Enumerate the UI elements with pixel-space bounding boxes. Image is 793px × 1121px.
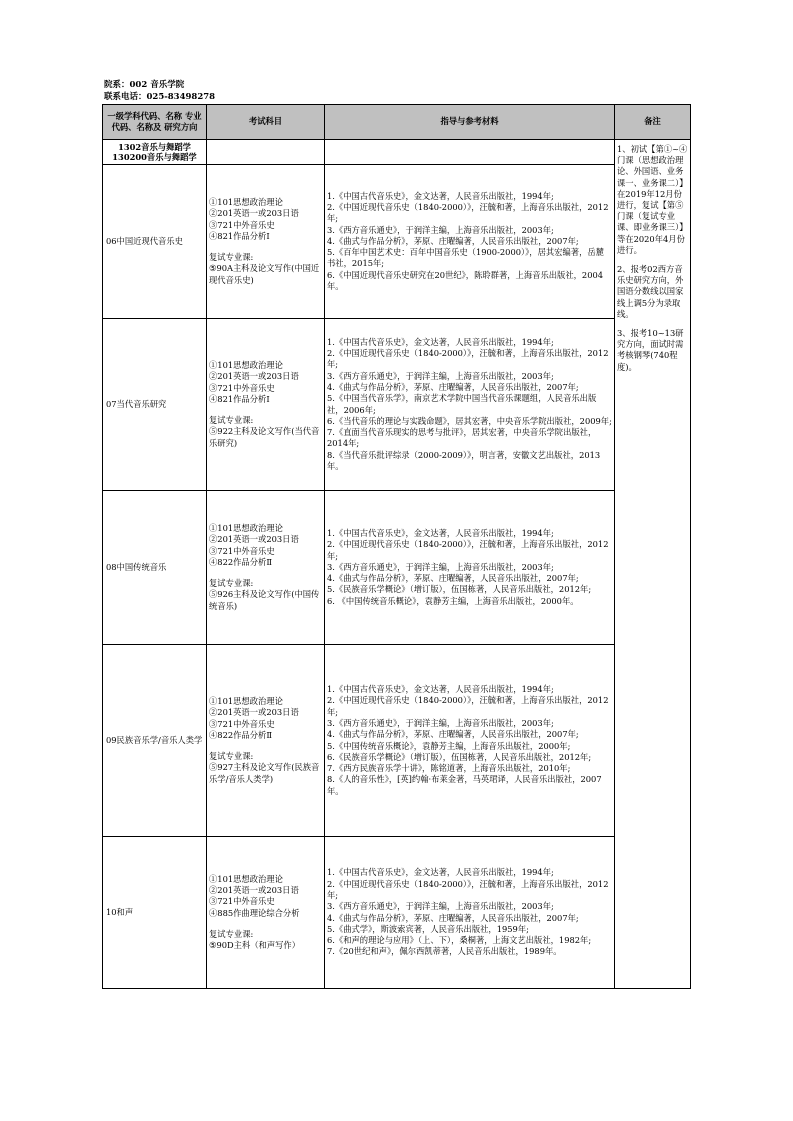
exam-subject: ①101思想政治理论 — [209, 359, 283, 370]
exam-subject: ④822作品分析Ⅱ — [209, 729, 272, 740]
major-row — [103, 140, 691, 165]
retest-label: 复试专业课: — [209, 751, 254, 762]
table-row — [103, 837, 691, 989]
references-cell — [325, 837, 615, 989]
reference-item: 5.《民族音乐学概论》（增订版），伍国栋著，人民音乐出版社，2012年; — [327, 584, 592, 595]
exam-subject: ④821作品分析Ⅰ — [209, 393, 270, 404]
retest-label: 复试专业课: — [209, 252, 254, 263]
exam-subject: ①101思想政治理论 — [209, 695, 283, 706]
exam-subjects-cell — [207, 837, 325, 989]
reference-item: 4.《曲式与作品分析》，茅原、庄曜编著，人民音乐出版社，2007年; — [327, 381, 579, 392]
exam-subjects-cell — [207, 165, 325, 319]
reference-item: 1.《中国古代音乐史》，金文达著，人民音乐出版社，1994年; — [327, 190, 554, 201]
phone-line: 联系电话：025-83498278 — [104, 92, 216, 102]
reference-item: 2.《中国近现代音乐史（1840-2000）》，汪毓和著，上海音乐出版社，2012年; — [327, 348, 609, 370]
exam-table — [102, 104, 691, 989]
direction-cell: 06中国近现代音乐史 — [103, 165, 207, 319]
note-item: 3、报考10~13研究方向，面试时需考核钢琴(740程度)。 — [617, 328, 684, 372]
exam-subjects-cell — [207, 491, 325, 645]
reference-item: 4.《曲式与作品分析》，茅原、庄曜编著，人民音乐出版社，2007年; — [327, 573, 579, 584]
references-cell — [325, 319, 615, 491]
major-cell — [103, 140, 207, 165]
reference-item: 3.《西方音乐通史》，于润洋主编，上海音乐出版社，2003年; — [327, 561, 554, 572]
table-row — [103, 645, 691, 837]
reference-item: 1.《中国古代音乐史》，金文达著，人民音乐出版社，1994年; — [327, 867, 554, 878]
reference-item: 5.《中国传统音乐概论》，袁静芳主编，上海音乐出版社，2000年; — [327, 740, 571, 751]
major-code: 1302音乐与舞蹈学 — [118, 142, 191, 152]
col-header-notes: 备注 — [615, 105, 691, 140]
reference-item: 3.《西方音乐通史》，于润洋主编，上海音乐出版社，2003年; — [327, 224, 554, 235]
reference-item: 3.《西方音乐通史》，于润洋主编，上海音乐出版社，2003年; — [327, 370, 554, 381]
direction-cell: 07当代音乐研究 — [103, 319, 207, 491]
exam-subject: ④821作品分析Ⅰ — [209, 230, 270, 241]
reference-item: 1.《中国古代音乐史》，金文达著，人民音乐出版社，1994年; — [327, 684, 554, 695]
reference-item: 5.《中国当代音乐学》，南京艺术学院中国当代音乐课题组，人民音乐出版社，2006年; — [327, 393, 597, 415]
reference-item: 7.《西方民族音乐学十讲》，陈铭道著，上海音乐出版社，2010年; — [327, 763, 571, 774]
exam-subject: ④885作曲理论综合分析 — [209, 907, 300, 918]
references-cell — [325, 491, 615, 645]
retest-subject: ⑤90D主科（和声写作） — [209, 940, 301, 951]
reference-item: 6.《民族音乐学概论》（增订版），伍国栋著，人民音乐出版社，2012年; — [327, 751, 592, 762]
col-header-major: 一级学科代码、名称 专业代码、名称及 研究方向 — [103, 105, 207, 140]
exam-subject: ③721中外音乐史 — [209, 545, 275, 556]
references-cell — [325, 645, 615, 837]
reference-item: 3.《西方音乐通史》，于润洋主编，上海音乐出版社，2003年; — [327, 717, 554, 728]
retest-label: 复试专业课: — [209, 928, 254, 939]
table-row — [103, 319, 691, 491]
retest-subject: ⑤927主科及论文写作(民族音乐学/音乐人类学) — [209, 762, 320, 784]
exam-subject: ④822作品分析Ⅱ — [209, 556, 272, 567]
exam-subject: ①101思想政治理论 — [209, 196, 283, 207]
empty-cell — [325, 140, 615, 165]
note-item: 1、初试【第①~④门课（思想政治理论、外国语、业务课一、业务课二）】在2019年12月份进行，复试【第⑤门课（复试专业课、即业务课三）】等在2020年4月份进行。 — [617, 144, 688, 255]
exam-subjects-cell — [207, 319, 325, 491]
retest-label: 复试专业课: — [209, 415, 254, 426]
reference-item: 4.《曲式与作品分析》，茅原、庄曜编著，人民音乐出版社，2007年; — [327, 729, 579, 740]
col-header-exams: 考试科目 — [207, 105, 325, 140]
exam-subject: ③721中外音乐史 — [209, 718, 275, 729]
exam-subject: ①101思想政治理论 — [209, 522, 283, 533]
retest-subject: ⑤90A主科及论文写作(中国近现代音乐史) — [209, 263, 320, 285]
reference-item: 8.《当代音乐批评综录（2000-2009）》，明言著，安徽文艺出版社，2013年。 — [327, 449, 601, 471]
reference-item: 5.《曲式学》，斯波索宾著，人民音乐出版社，1959年; — [327, 923, 529, 934]
table-header-row — [103, 105, 691, 140]
reference-item: 4.《曲式与作品分析》，茅原、庄曜编著，人民音乐出版社，2007年; — [327, 912, 579, 923]
major-subcode: 130200音乐与舞蹈学 — [112, 152, 197, 162]
references-cell — [325, 165, 615, 319]
reference-item: 1.《中国古代音乐史》，金文达著，人民音乐出版社，1994年; — [327, 527, 554, 538]
empty-cell — [207, 140, 325, 165]
retest-subject: ⑤922主科及论文写作(当代音乐研究) — [209, 426, 320, 448]
reference-item: 2.《中国近现代音乐史（1840-2000）》，汪毓和著，上海音乐出版社，2012年; — [327, 695, 609, 717]
reference-item: 7.《直面当代音乐现实的思考与批评》，居其宏著，中央音乐学院出版社，2014年; — [327, 427, 597, 449]
exam-subject: ③721中外音乐史 — [209, 382, 275, 393]
exam-subject: ②201英语一或203日语 — [209, 707, 299, 718]
col-header-references: 指导与参考材料 — [325, 105, 615, 140]
exam-subject: ②201英语一或203日语 — [209, 534, 299, 545]
reference-item: 3.《西方音乐通史》，于润洋主编，上海音乐出版社，2003年; — [327, 901, 554, 912]
table-row — [103, 491, 691, 645]
exam-subject: ③721中外音乐史 — [209, 896, 275, 907]
reference-item: 6.《中国近现代音乐史研究在20世纪》，陈聆群著，上海音乐出版社，2004年。 — [327, 269, 604, 292]
reference-item: 7.《20世纪和声》，佩尔西凯蒂著，人民音乐出版社，1989年。 — [327, 946, 562, 957]
note-item: 2、报考02西方音乐史研究方向，外国语分数线以国家线上调5分为录取线。 — [617, 264, 684, 319]
exam-subjects-cell — [207, 645, 325, 837]
direction-cell: 10和声 — [103, 837, 207, 989]
reference-item: 2.《中国近现代音乐史（1840-2000）》，汪毓和著，上海音乐出版社，2012年; — [327, 201, 609, 224]
direction-cell: 09民族音乐学/音乐人类学 — [103, 645, 207, 837]
exam-subject: ②201英语一或203日语 — [209, 884, 299, 895]
notes-cell — [615, 140, 691, 989]
direction-cell: 08中国传统音乐 — [103, 491, 207, 645]
exam-subject: ②201英语一或203日语 — [209, 208, 299, 219]
retest-subject: ⑤926主科及论文写作(中国传统音乐) — [209, 589, 320, 611]
department-line: 院系：002 音乐学院 — [104, 80, 185, 90]
reference-item: 6.《当代音乐的理论与实践命题》，居其宏著，中央音乐学院出版社，2009年; — [327, 415, 612, 426]
reference-item: 6. 《中国传统音乐概论》，袁静芳主编，上海音乐出版社，2000年。 — [327, 595, 579, 606]
reference-item: 8.《人的音乐性》，[英]约翰·布莱金著，马英珺译，人民音乐出版社，2007年。 — [327, 774, 602, 796]
reference-item: 2.《中国近现代音乐史（1840-2000）》，汪毓和著，上海音乐出版社，2012年; — [327, 539, 609, 561]
reference-item: 1.《中国古代音乐史》，金文达著，人民音乐出版社，1994年; — [327, 336, 554, 347]
retest-label: 复试专业课: — [209, 578, 254, 589]
reference-item: 4.《曲式与作品分析》，茅原、庄曜编著，人民音乐出版社，2007年; — [327, 235, 579, 246]
exam-subject: ①101思想政治理论 — [209, 873, 283, 884]
exam-subject: ②201英语一或203日语 — [209, 371, 299, 382]
reference-item: 2.《中国近现代音乐史（1840-2000）》，汪毓和著，上海音乐出版社，2012年; — [327, 878, 609, 900]
reference-item: 6.《和声的理论与应用》（上、下），桑桐著，上海文艺出版社，1982年; — [327, 935, 592, 946]
table-row — [103, 165, 691, 319]
exam-subject: ③721中外音乐史 — [209, 219, 275, 230]
reference-item: 5.《百年中国艺术史：百年中国音乐史（1900-2000）》，居其宏编著，岳麓书社，2015年; — [327, 247, 604, 269]
